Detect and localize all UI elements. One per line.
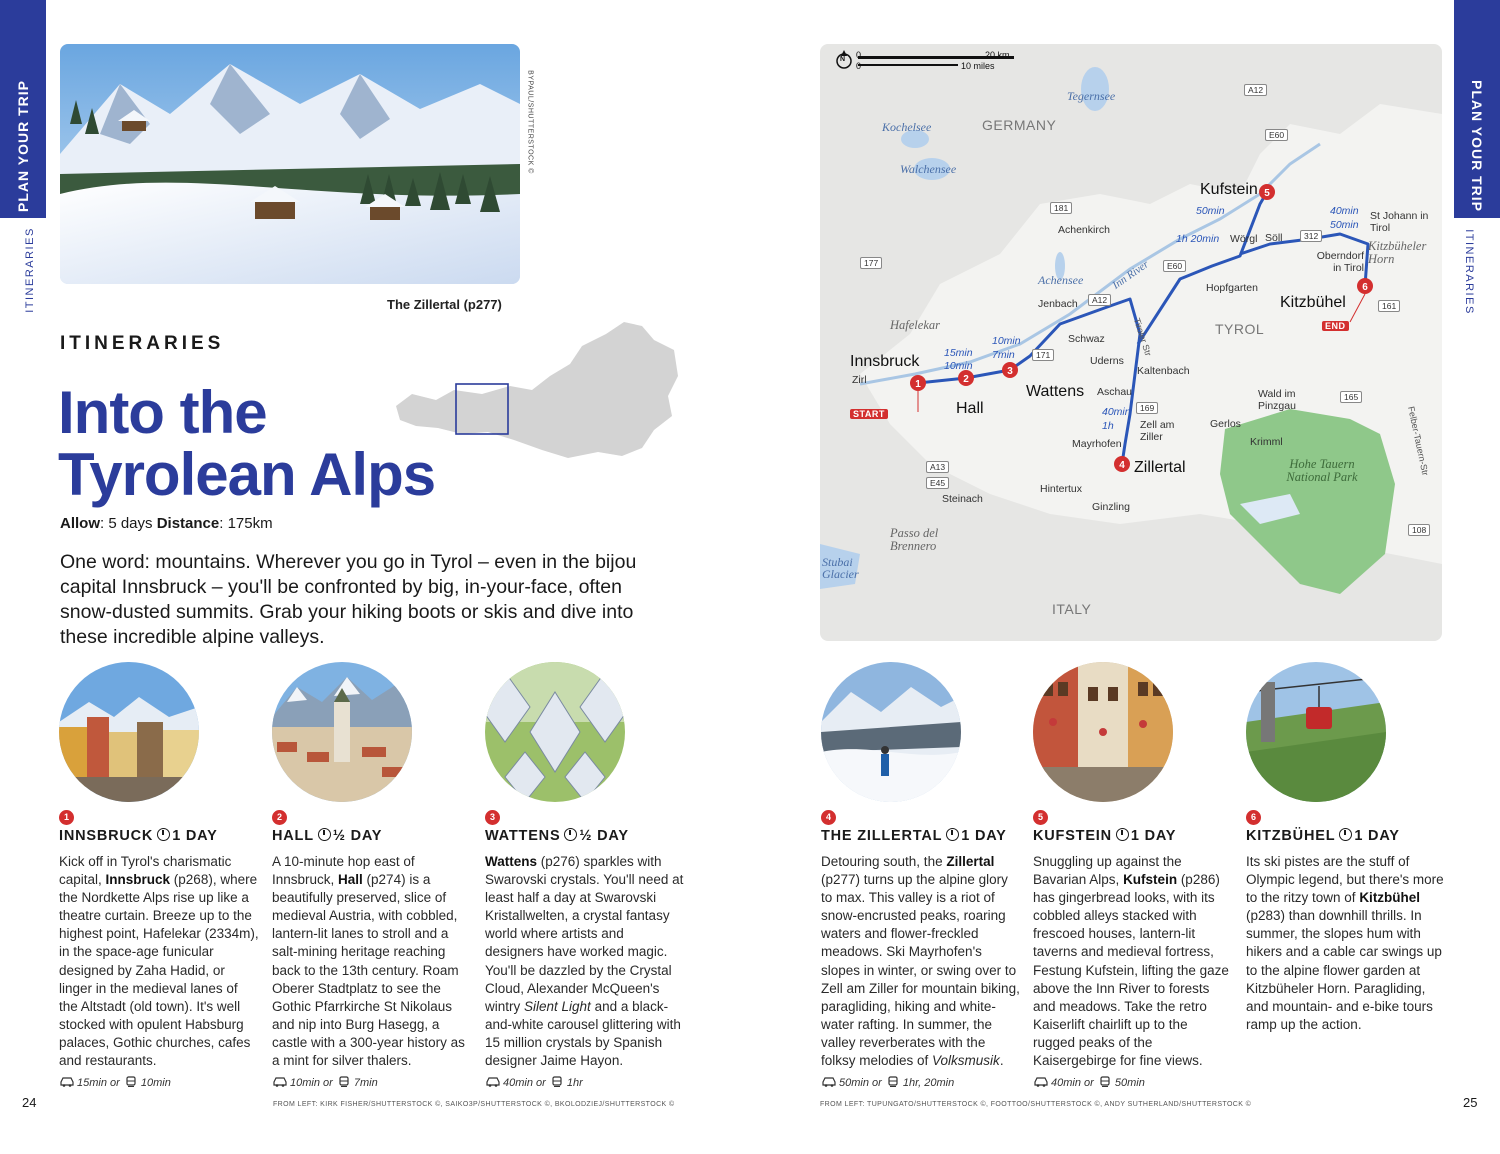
distance-label: Distance <box>156 515 220 532</box>
road-a12-north: A12 <box>1244 84 1267 96</box>
stop-description: A 10-minute hop east of Innsbruck, Hall (p274) is a beautifully preserved, slice of medieval Austria, with cobbled, lantern-lit lanes to stroll and a salt-mining heritage reaching back to the 13th century. Roam Oberer Stadtplatz to see the Gothic Pfarrkirche St Nikolaus and nip into Burg Hasegg, a castle with a 300-year history as a mint for silver thalers. <box>272 854 465 1069</box>
road-a12: A12 <box>1088 294 1111 306</box>
stop-kufstein <box>1033 662 1233 1089</box>
scale-zero-km: 0 <box>856 50 862 60</box>
stop-number: 1 <box>59 810 74 825</box>
label-kochelsee: Kochelsee <box>882 120 932 134</box>
road-e60-north: E60 <box>1265 129 1288 141</box>
stop-heading <box>1033 828 1176 844</box>
town-wald-im-pinzgau: Wald im Pinzgau <box>1258 388 1296 412</box>
map-time: 1h <box>1102 420 1114 432</box>
town-uderns: Uderns <box>1090 355 1124 367</box>
road-177: 177 <box>860 257 882 269</box>
distance-value: : 175km <box>219 515 273 532</box>
page-number-left: 24 <box>22 1095 37 1110</box>
stop-travel-time: 40min or 1hr <box>485 1076 583 1089</box>
road-108: 108 <box>1408 524 1430 536</box>
svg-text:5: 5 <box>1264 188 1270 199</box>
stop-kitzbuhel <box>1246 662 1446 1032</box>
stop-innsbruck <box>59 662 259 1089</box>
map-time: 10min <box>992 335 1021 347</box>
stop-number: 3 <box>485 810 500 825</box>
stop-photo-kufstein <box>1033 662 1173 802</box>
stop-number: 2 <box>272 810 287 825</box>
stop-photo-kitzbuhel <box>1246 662 1386 802</box>
page-title-line2: Tyrolean Alps <box>58 441 436 508</box>
stop-heading <box>821 828 1007 844</box>
town-oberndorf: Oberndorf in Tirol <box>1316 250 1364 274</box>
road-169: 169 <box>1136 402 1158 414</box>
stop-duration: ½ DAY <box>332 828 383 844</box>
stop-number: 6 <box>1246 810 1261 825</box>
map-time: 10min <box>944 360 973 372</box>
clock-icon <box>318 828 331 841</box>
stop-travel-time: 15min or 10min <box>59 1076 171 1089</box>
town-ginzling: Ginzling <box>1092 501 1130 513</box>
map-time: 50min <box>1196 205 1225 217</box>
svg-text:6: 6 <box>1362 282 1368 293</box>
stop-number: 4 <box>821 810 836 825</box>
road-181: 181 <box>1050 202 1072 214</box>
stop-name: THE ZILLERTAL <box>821 828 943 844</box>
section-label: ITINERARIES <box>60 333 225 354</box>
stop-heading <box>1246 828 1400 844</box>
clock-icon <box>946 828 959 841</box>
clock-icon <box>564 828 577 841</box>
side-tab-right-label: PLAN YOUR TRIP <box>1469 80 1485 212</box>
map-time: 50min <box>1330 219 1359 231</box>
label-hohe-tauern: Hohe Tauern National Park <box>1286 457 1358 484</box>
label-kitzbuheler-horn: Kitzbüheler Horn <box>1368 239 1427 266</box>
scale-zero-mi: 0 <box>856 61 862 71</box>
stop-name: KITZBÜHEL <box>1246 828 1336 844</box>
photo-credits-left: FROM LEFT: KIRK FISHER/SHUTTERSTOCK ©, SAIKO3P/SHUTTERSTOCK ©, BKOLODZIEJ/SHUTTERSTOCK © <box>273 1101 675 1108</box>
north-icon: N <box>840 56 846 63</box>
page-number-right: 25 <box>1463 1095 1478 1110</box>
train-icon <box>336 1076 352 1087</box>
label-tiroler-str: Tiroler Str <box>1131 316 1154 358</box>
road-171: 171 <box>1032 349 1054 361</box>
stop-description: Wattens (p276) sparkles with Swarovski crystals. You'll need at least half a day at Swarovski Kristallwelten, a crystal fantasy world where artists and designers have worked magic. You'll be dazzled by the Crystal Cloud, Alexander McQueen's wintry Silent Light and a black-and-white carousel glittering with 15 million crystals by Spanish designer Jaime Hayon. <box>485 854 684 1069</box>
stop-photo-wattens <box>485 662 625 802</box>
clock-icon <box>1116 828 1129 841</box>
label-felber-tauern-str: Felber-Tauern-Str <box>1406 405 1431 477</box>
road-e60: E60 <box>1163 260 1186 272</box>
map-stop-zillertal: Zillertal <box>1134 459 1186 476</box>
label-tyrol: TYROL <box>1215 321 1265 337</box>
map-stop-hall: Hall <box>956 400 984 417</box>
stop-hall <box>272 662 472 1089</box>
town-gerlos: Gerlos <box>1210 418 1241 430</box>
stop-travel-time: 40min or 50min <box>1033 1076 1145 1089</box>
side-tab-right-sub: ITINERARIES <box>1463 229 1475 315</box>
hero-caption: The Zillertal (p277) <box>387 297 502 312</box>
stop-travel-time: 10min or 7min <box>272 1076 378 1089</box>
town-soll: Söll <box>1265 232 1283 244</box>
clock-icon <box>1339 828 1352 841</box>
scale-km: 20 km <box>985 50 1010 60</box>
stop-duration: 1 DAY <box>961 828 1007 844</box>
label-hafelekar: Hafelekar <box>890 318 940 332</box>
town-st-johann: St Johann in Tirol <box>1370 210 1429 234</box>
stop-description: Detouring south, the Zillertal (p277) turns up the alpine glory to max. This valley is a riot of snow-encrusted peaks, roaring waters and flower-freckled meadows. Ski Mayrhofen's slopes in winter, or swing over to Zell am Ziller for mountain biking, paragliding, hiking and white-water rafting. In summer, the valley reverberates with the folksy melodies of Volksmusik. <box>821 854 1020 1069</box>
austria-locator-map <box>392 316 682 466</box>
train-icon <box>885 1076 901 1087</box>
town-steinach: Steinach <box>942 493 983 505</box>
label-tegernsee: Tegernsee <box>1067 89 1116 103</box>
road-161: 161 <box>1378 300 1400 312</box>
stop-description: Snuggling up against the Bavarian Alps, Kufstein (p286) has gingerbread looks, with its cobbled alleys stacked with frescoed houses, lantern-lit taverns and medieval fortress, Festung Kufstein, lifting the gaze above the Inn River to forests and meadows. Take the retro Kaiserlift chairlift up to the rugged peaks of the Kaisergebirge for fine views. <box>1033 854 1229 1069</box>
town-hintertux: Hintertux <box>1040 483 1083 495</box>
stop-travel-time: 50min or 1hr, 20min <box>821 1076 954 1089</box>
town-kaltenbach: Kaltenbach <box>1137 365 1190 377</box>
car-icon <box>1033 1076 1049 1087</box>
map-stop-innsbruck: Innsbruck <box>850 353 920 370</box>
road-e45: E45 <box>926 477 949 489</box>
allow-value: : 5 days <box>100 515 157 532</box>
map-time: 7min <box>992 349 1015 361</box>
start-badge: START <box>850 409 888 419</box>
stop-heading <box>485 828 629 844</box>
map-stop-kitzbuhel: Kitzbühel <box>1280 294 1346 311</box>
stop-description: Its ski pistes are the stuff of Olympic legend, but there's more to the ritzy town of Kitzbühel (p283) than downhill thrills. In summer, the slopes hum with hikers and a cable car swings up to the alpine flower garden at Kitzbüheler Horn. Paragliding, and mountain- and e-bike tours ramp up the action. <box>1246 854 1444 1032</box>
stop-photo-innsbruck <box>59 662 199 802</box>
svg-text:1: 1 <box>915 379 921 390</box>
label-germany: GERMANY <box>982 117 1057 133</box>
train-icon <box>549 1076 565 1087</box>
town-schwaz: Schwaz <box>1068 333 1105 345</box>
stop-duration: 1 DAY <box>172 828 218 844</box>
town-achenkirch: Achenkirch <box>1058 224 1110 236</box>
stop-name: WATTENS <box>485 828 561 844</box>
stop-heading <box>272 828 382 844</box>
stop-wattens <box>485 662 685 1089</box>
stop-description: Kick off in Tyrol's charismatic capital, Innsbruck (p268), where the Nordkette Alps rise up like a theatre curtain. Breeze up to the highest point, Hafelekar (2334m), in the space-age funicular designed by Zaha Hadid, or linger in the medieval lanes of the Altstadt (old town). It's well stocked with opulent Habsburg palaces, Gothic churches, cafes and restaurants. <box>59 854 259 1069</box>
town-zell-am-ziller: Zell am Ziller <box>1140 419 1175 443</box>
svg-text:2: 2 <box>963 374 969 385</box>
label-walchensee: Walchensee <box>900 162 957 176</box>
map-stop-wattens: Wattens <box>1026 383 1085 400</box>
map-stop-kufstein: Kufstein <box>1200 181 1258 198</box>
page-title <box>58 379 436 508</box>
town-worgl: Wörgl <box>1230 233 1258 245</box>
road-a13: A13 <box>926 461 949 473</box>
town-krimml: Krimml <box>1250 436 1283 448</box>
photo-credits-right: FROM LEFT: TUPUNGATO/SHUTTERSTOCK ©, FOOTTOO/SHUTTERSTOCK ©, ANDY SUTHERLAND/SHUTTERSTOCK © <box>820 1101 1252 1108</box>
route-map <box>820 44 1442 641</box>
map-time: 40min <box>1330 205 1359 217</box>
map-time: 15min <box>944 347 973 359</box>
stop-duration: 1 DAY <box>1130 828 1177 844</box>
stop-photo-hall <box>272 662 412 802</box>
label-achensee: Achensee <box>1038 273 1084 287</box>
train-icon <box>123 1076 139 1087</box>
hero-photo-credit: BYPAUL/SHUTTERSTOCK © <box>526 70 534 174</box>
allow-distance <box>60 515 273 532</box>
label-italy: ITALY <box>1052 601 1092 617</box>
label-stubai-glacier: Stubai Glacier <box>822 555 859 581</box>
stop-photo-zillertal <box>821 662 961 802</box>
car-icon <box>485 1076 501 1087</box>
town-jenbach: Jenbach <box>1038 298 1078 310</box>
map-time: 1h 20min <box>1176 233 1220 245</box>
town-zirl: Zirl <box>852 374 867 386</box>
label-inn-river: Inn River <box>1110 258 1151 292</box>
train-icon <box>1097 1076 1113 1087</box>
scale-mi: 10 miles <box>961 61 995 71</box>
stop-name: INNSBRUCK <box>59 828 154 844</box>
stop-name: HALL <box>272 828 314 844</box>
town-mayrhofen: Mayrhofen <box>1072 438 1122 450</box>
page-title-line1: Into the <box>58 379 267 446</box>
label-passo-brennero: Passo del Brennero <box>890 526 939 553</box>
svg-text:3: 3 <box>1007 366 1013 377</box>
allow-label: Allow <box>60 515 100 532</box>
map-time: 40min <box>1102 406 1131 418</box>
hero-photo-zillertal <box>60 44 520 284</box>
hero-photo-drawing <box>60 44 520 284</box>
stop-zillertal <box>821 662 1021 1089</box>
town-hopfgarten: Hopfgarten <box>1206 282 1258 294</box>
stop-number: 5 <box>1033 810 1048 825</box>
road-165: 165 <box>1340 391 1362 403</box>
clock-icon <box>157 828 170 841</box>
stop-duration: 1 DAY <box>1354 828 1400 844</box>
stop-heading <box>59 828 218 844</box>
car-icon <box>272 1076 288 1087</box>
end-badge: END <box>1322 321 1349 331</box>
stop-name: KUFSTEIN <box>1033 828 1112 844</box>
car-icon <box>59 1076 75 1087</box>
svg-text:4: 4 <box>1119 460 1125 471</box>
car-icon <box>821 1076 837 1087</box>
town-aschau: Aschau <box>1097 386 1133 398</box>
side-tab-left-sub: ITINERARIES <box>24 227 36 313</box>
intro-paragraph: One word: mountains. Wherever you go in Tyrol – even in the bijou capital Innsbruck – you'll be confronted by big, in-your-face, often snow-dusted summits. Grab your hiking boots or skis and dive into these incredible alpine valleys. <box>60 551 637 648</box>
side-tab-left-label: PLAN YOUR TRIP <box>15 80 31 212</box>
road-312: 312 <box>1300 230 1322 242</box>
stop-duration: ½ DAY <box>579 828 629 844</box>
